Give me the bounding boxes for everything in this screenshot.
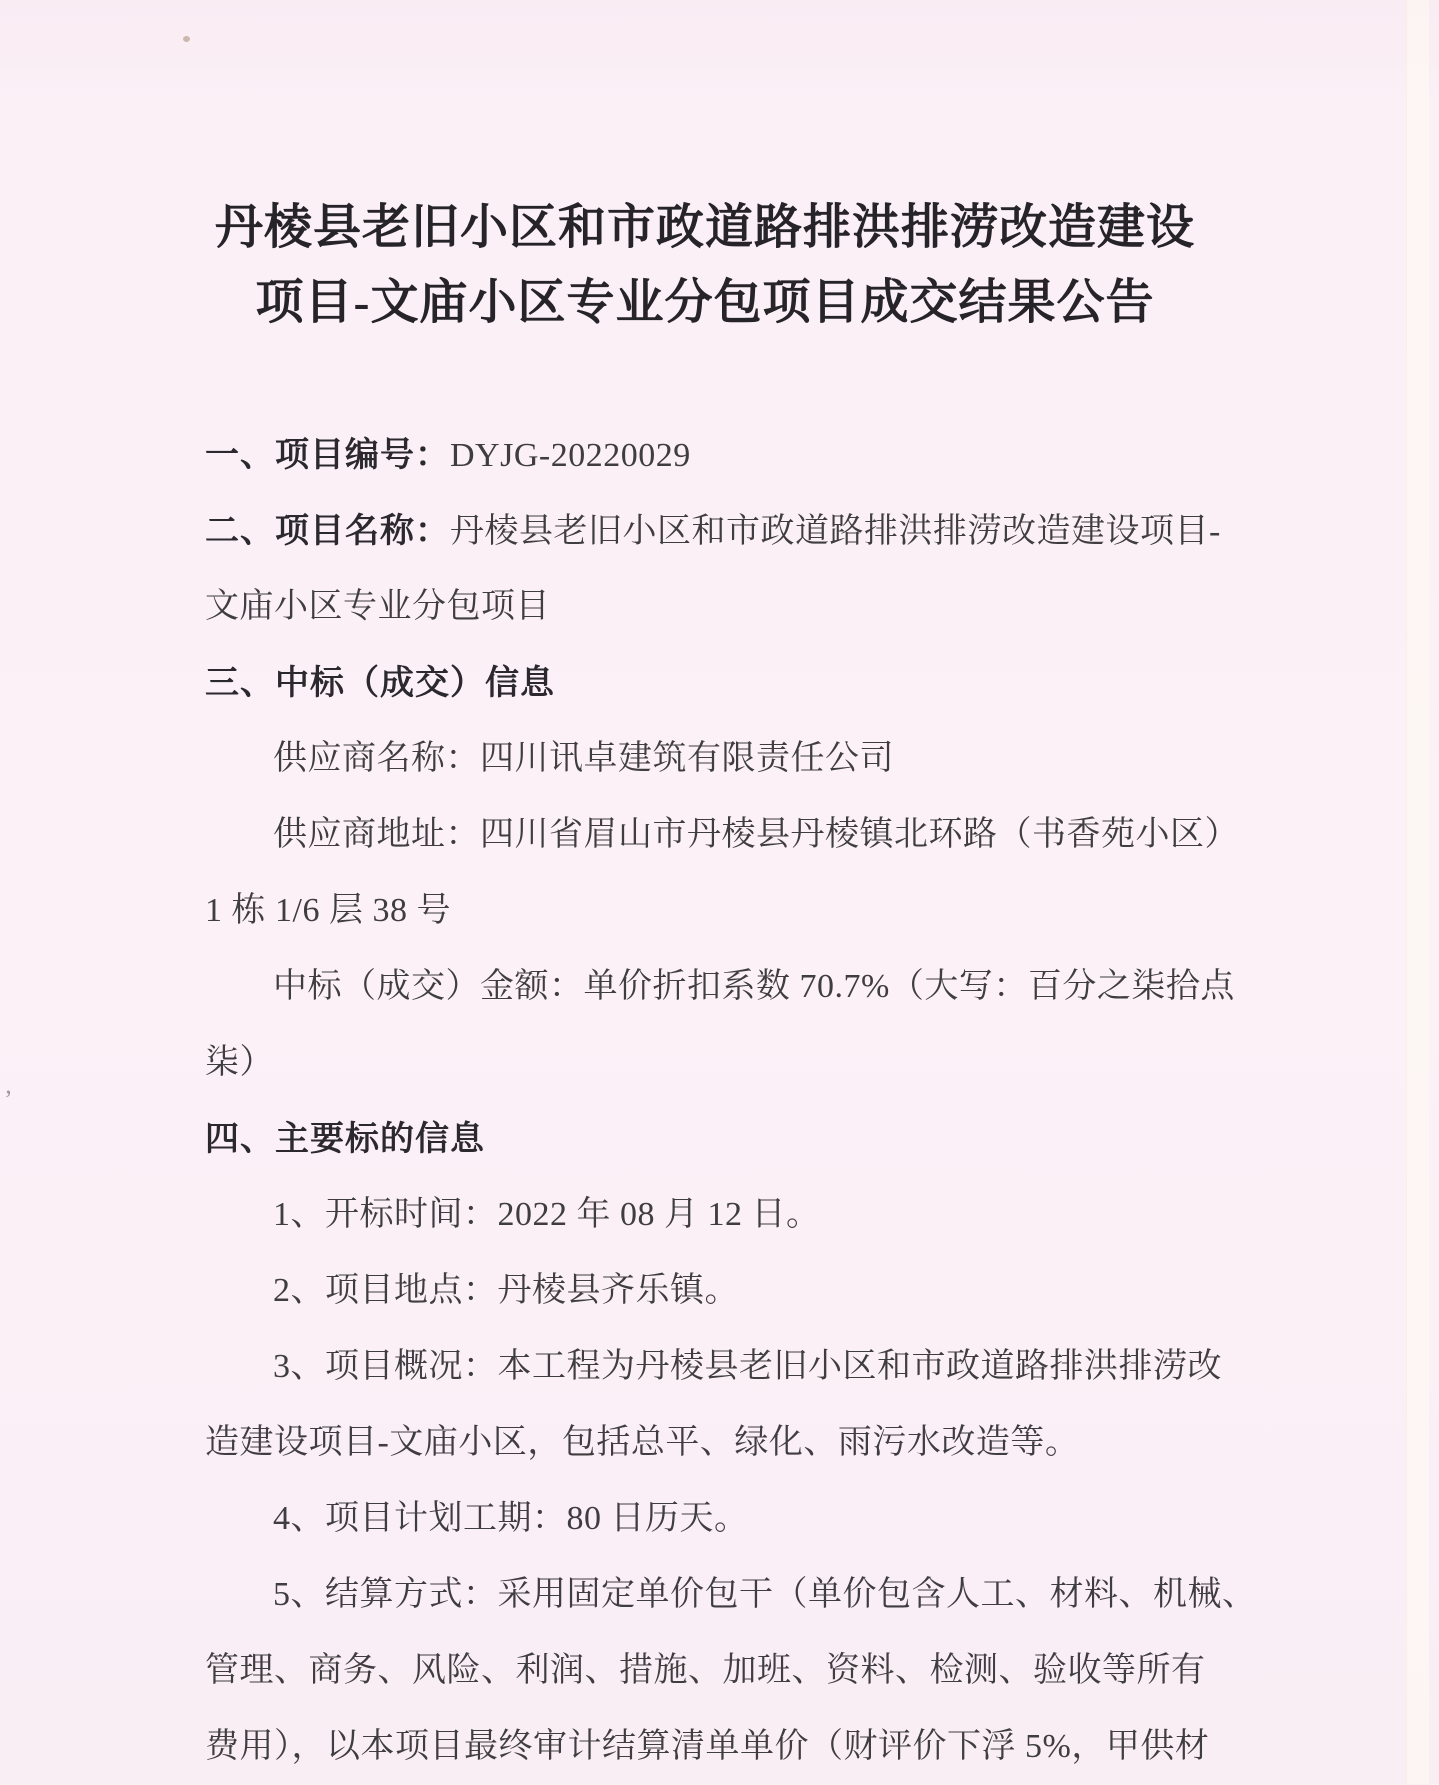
text-segment: 2、项目地点：丹棱县齐乐镇。 [273,1272,739,1309]
text-line [205,949,1305,1025]
text-line [205,1481,1305,1557]
text-line [205,645,1305,721]
text-segment: 供应商名称：四川讯卓建筑有限责任公司 [273,740,894,777]
text-segment: 中标（成交）金额：单价折扣系数 70.7%（大写：百分之柒拾点 [273,968,1235,1005]
text-segment: 供应商地址：四川省眉山市丹棱县丹棱镇北环路（书香苑小区） [273,816,1239,853]
text-segment: 1 栋 1/6 层 38 号 [205,892,451,929]
text-line [205,1709,1305,1785]
title-line-1: 丹棱县老旧小区和市政道路排洪排涝改造建设 [214,201,1195,254]
text-segment: 1、开标时间：2022 年 08 月 12 日。 [273,1196,821,1233]
text-line [205,1405,1305,1481]
text-line [205,1633,1305,1709]
text-segment: 丹棱县老旧小区和市政道路排洪排涝改造建设项目- [450,513,1221,550]
text-segment: DYJG-20220029 [450,437,691,474]
document-body [205,417,1305,1785]
text-line [205,1177,1305,1253]
document-title [205,0,1205,340]
text-segment: 费用），以本项目最终审计结算清单单价（财评价下浮 5%，甲供材 [205,1728,1210,1765]
text-segment: 管理、商务、风险、利润、措施、加班、资料、检测、验收等所有 [205,1652,1206,1689]
text-line [205,1329,1305,1405]
text-line [205,873,1305,949]
text-segment: 造建设项目-文庙小区，包括总平、绿化、雨污水改造等。 [205,1424,1080,1461]
text-line [205,493,1305,569]
text-line [205,1025,1305,1101]
heading-segment: 三、中标（成交）信息 [205,664,555,702]
title-line-2: 项目-文庙小区专业分包项目成交结果公告 [255,276,1155,329]
text-segment: 5、结算方式：采用固定单价包干（单价包含人工、材料、机械、 [273,1576,1257,1613]
text-line [205,417,1305,493]
text-segment: 柒） [205,1044,274,1081]
text-line [205,1557,1305,1633]
text-segment: 4、项目计划工期：80 日历天。 [273,1500,749,1537]
scan-artifact-mark: ’ [4,1085,13,1114]
text-line [205,721,1305,797]
text-line [205,1101,1305,1177]
heading-segment: 一、项目编号： [205,436,450,474]
text-segment: 3、项目概况：本工程为丹棱县老旧小区和市政道路排洪排涝改 [273,1348,1222,1385]
text-line [205,797,1305,873]
text-line [205,569,1305,645]
heading-segment: 四、主要标的信息 [205,1120,485,1158]
text-line [205,1253,1305,1329]
text-segment: 文庙小区专业分包项目 [205,588,550,625]
heading-segment: 二、项目名称： [205,512,450,550]
